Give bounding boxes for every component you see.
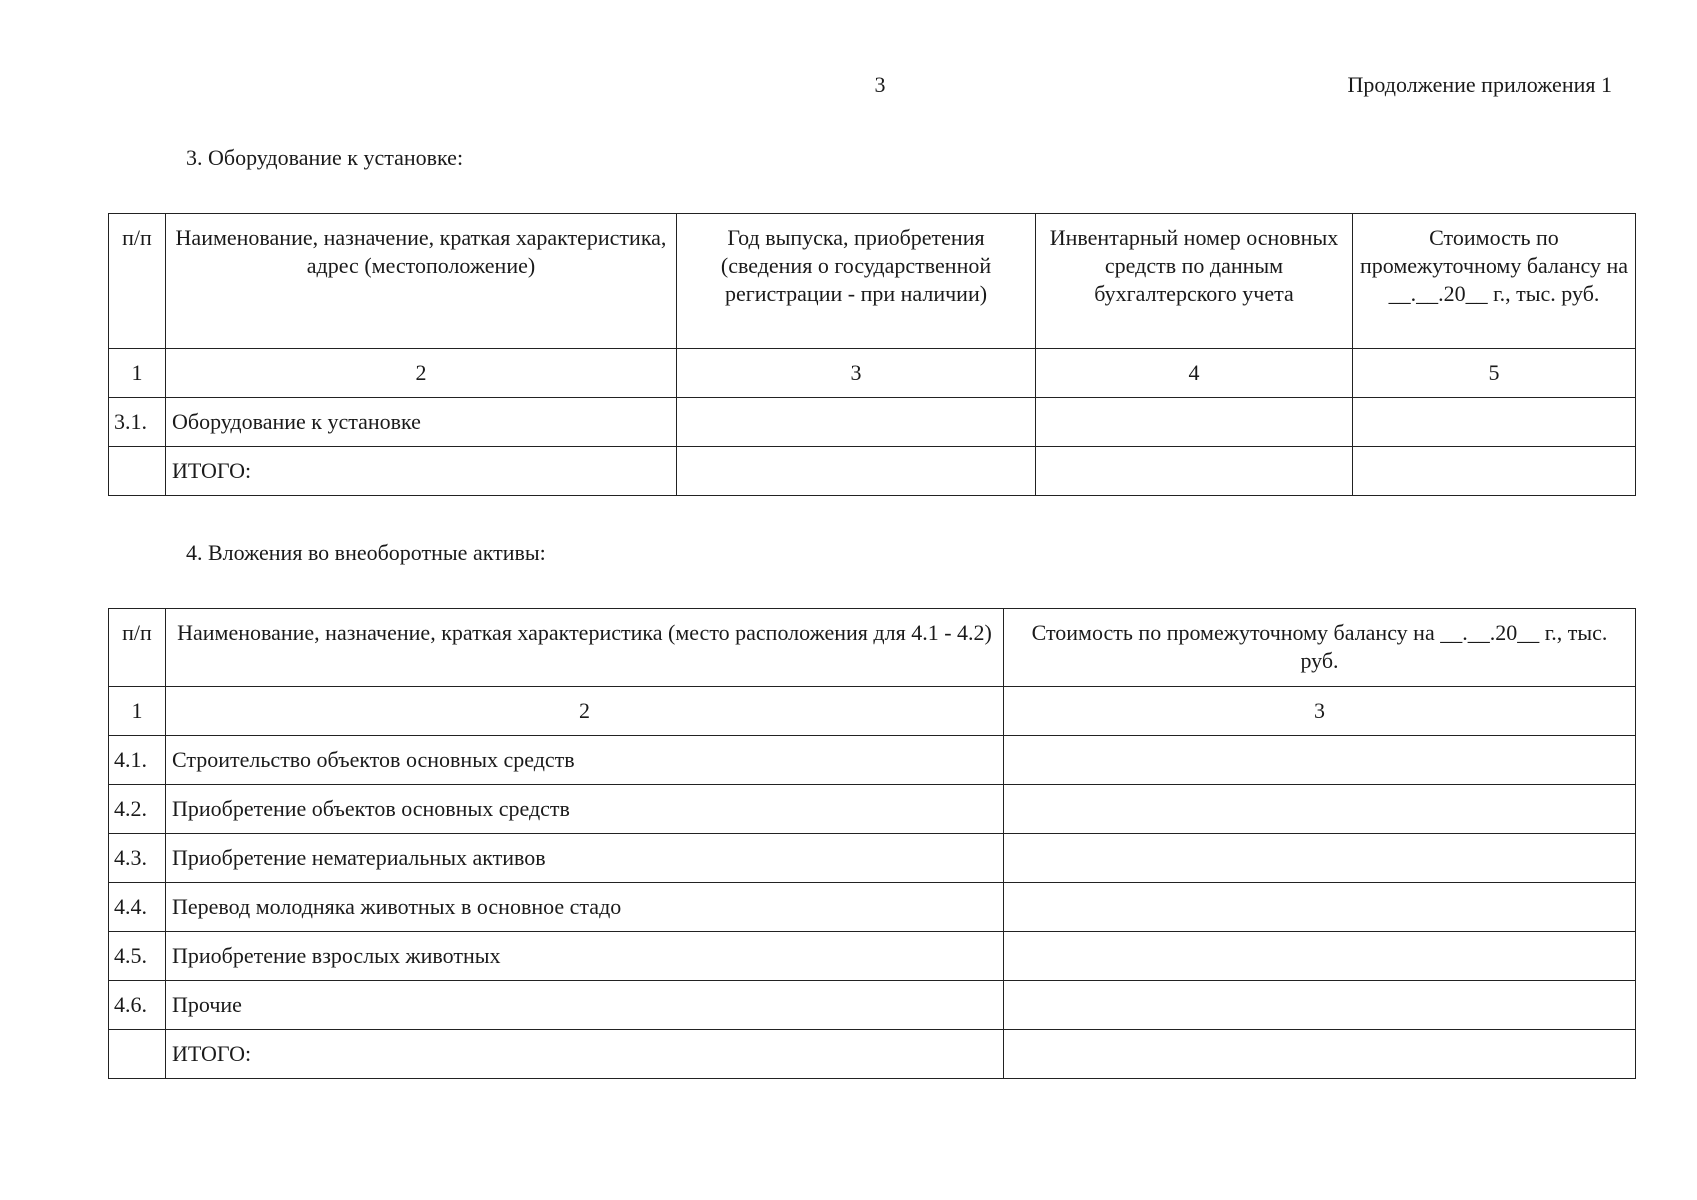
row-name: Строительство объектов основных средств bbox=[166, 736, 1004, 785]
row-name: Прочие bbox=[166, 981, 1004, 1030]
row-cost-cell[interactable] bbox=[1004, 736, 1636, 785]
total-row bbox=[109, 1030, 1636, 1079]
column-header-number: п/п bbox=[109, 214, 166, 349]
row-cost-cell[interactable] bbox=[1353, 447, 1636, 496]
column-number: 2 bbox=[166, 349, 677, 398]
row-name: Приобретение нематериальных активов bbox=[166, 834, 1004, 883]
column-number: 2 bbox=[166, 687, 1004, 736]
row-cost-cell[interactable] bbox=[1353, 398, 1636, 447]
column-header-name: Наименование, назначение, краткая характеристика, адрес (местоположение) bbox=[166, 214, 677, 349]
row-name: Оборудование к установке bbox=[166, 398, 677, 447]
non-current-assets-table bbox=[108, 608, 1636, 1079]
column-number-row bbox=[109, 349, 1636, 398]
table-row bbox=[109, 883, 1636, 932]
row-year-cell[interactable] bbox=[677, 398, 1036, 447]
row-year-cell[interactable] bbox=[677, 447, 1036, 496]
row-name: ИТОГО: bbox=[166, 447, 677, 496]
row-number: 4.5. bbox=[109, 932, 166, 981]
row-number: 4.3. bbox=[109, 834, 166, 883]
column-number: 4 bbox=[1036, 349, 1353, 398]
table-header-row bbox=[109, 609, 1636, 687]
row-number: 3.1. bbox=[109, 398, 166, 447]
row-cost-cell[interactable] bbox=[1004, 785, 1636, 834]
column-header-name: Наименование, назначение, краткая характеристика (место расположения для 4.1 - 4.2) bbox=[166, 609, 1004, 687]
section-4-title: 4. Вложения во внеоборотные активы: bbox=[186, 540, 546, 565]
column-number: 1 bbox=[109, 349, 166, 398]
column-header-cost: Стоимость по промежуточному балансу на __.__.20__ г., тыс. руб. bbox=[1353, 214, 1636, 349]
column-number: 5 bbox=[1353, 349, 1636, 398]
column-number: 3 bbox=[677, 349, 1036, 398]
column-header-year: Год выпуска, приобретения (сведения о государственной регистрации - при наличии) bbox=[677, 214, 1036, 349]
row-cost-cell[interactable] bbox=[1004, 1030, 1636, 1079]
row-cost-cell[interactable] bbox=[1004, 932, 1636, 981]
column-header-number: п/п bbox=[109, 609, 166, 687]
row-cost-cell[interactable] bbox=[1004, 981, 1636, 1030]
section-3-title: 3. Оборудование к установке: bbox=[186, 145, 464, 170]
row-number bbox=[109, 447, 166, 496]
table-row bbox=[109, 785, 1636, 834]
row-inventory-cell[interactable] bbox=[1036, 398, 1353, 447]
table-row bbox=[109, 398, 1636, 447]
table-row bbox=[109, 834, 1636, 883]
table-header-row bbox=[109, 214, 1636, 349]
page-number: 3 bbox=[874, 72, 886, 97]
appendix-note: Продолжение приложения 1 bbox=[1347, 72, 1612, 97]
column-number: 1 bbox=[109, 687, 166, 736]
total-row bbox=[109, 447, 1636, 496]
row-number bbox=[109, 1030, 166, 1079]
column-number-row bbox=[109, 687, 1636, 736]
row-cost-cell[interactable] bbox=[1004, 883, 1636, 932]
row-name: Приобретение объектов основных средств bbox=[166, 785, 1004, 834]
column-header-inventory: Инвентарный номер основных средств по данным бухгалтерского учета bbox=[1036, 214, 1353, 349]
column-number: 3 bbox=[1004, 687, 1636, 736]
table-row bbox=[109, 736, 1636, 785]
row-name: Приобретение взрослых животных bbox=[166, 932, 1004, 981]
table-row bbox=[109, 981, 1636, 1030]
row-number: 4.1. bbox=[109, 736, 166, 785]
row-inventory-cell[interactable] bbox=[1036, 447, 1353, 496]
row-number: 4.6. bbox=[109, 981, 166, 1030]
column-header-cost: Стоимость по промежуточному балансу на __.__.20__ г., тыс. руб. bbox=[1004, 609, 1636, 687]
table-row bbox=[109, 932, 1636, 981]
equipment-table bbox=[108, 213, 1636, 496]
row-number: 4.4. bbox=[109, 883, 166, 932]
row-number: 4.2. bbox=[109, 785, 166, 834]
row-name: Перевод молодняка животных в основное стадо bbox=[166, 883, 1004, 932]
row-name: ИТОГО: bbox=[166, 1030, 1004, 1079]
row-cost-cell[interactable] bbox=[1004, 834, 1636, 883]
